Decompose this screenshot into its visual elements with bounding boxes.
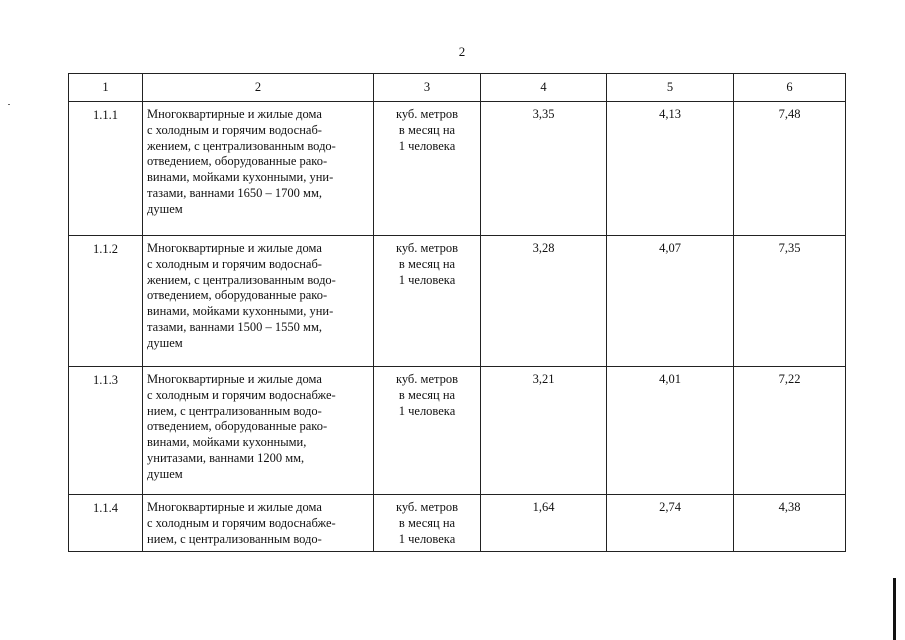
unit-line: в месяц на — [398, 256, 456, 271]
description-line: винами, мойками кухонными, уни- — [147, 304, 334, 319]
value-cell-v5: 4,01 — [607, 367, 734, 495]
table-row — [69, 367, 846, 495]
table-header-row — [69, 74, 846, 102]
description-line: душем — [147, 201, 183, 216]
unit-line: в месяц на — [398, 387, 456, 402]
unit-cell — [374, 236, 481, 367]
unit-line: 1 человека — [398, 272, 456, 287]
description-line: Многоквартирные и жилые дома — [147, 500, 322, 514]
description-line: тазами, ваннами 1650 – 1700 мм, — [147, 185, 323, 200]
description-line: Многоквартирные и жилые дома — [147, 241, 322, 255]
value-cell-v6: 7,35 — [734, 236, 846, 367]
unit-line: куб. метров — [395, 241, 459, 255]
row-number-cell: 1.1.1 — [69, 102, 143, 236]
unit-line: в месяц на — [398, 515, 456, 530]
table-row — [69, 236, 846, 367]
header-col-1: 1 — [69, 74, 143, 102]
description-line: винами, мойками кухонными, — [147, 435, 307, 450]
description-line: с холодным и горячим водоснабже- — [147, 515, 336, 530]
unit-line: 1 человека — [398, 531, 456, 546]
value-cell-v6: 4,38 — [734, 495, 846, 552]
header-col-2: 2 — [143, 74, 374, 102]
description-line: отведением, оборудованные рако- — [147, 288, 328, 303]
description-line: нием, с централизованным водо- — [147, 531, 322, 546]
unit-cell — [374, 102, 481, 236]
description-line: душем — [147, 335, 183, 350]
unit-cell — [374, 367, 481, 495]
header-col-4: 4 — [481, 74, 607, 102]
table-body — [69, 102, 846, 552]
description-line: с холодным и горячим водоснаб- — [147, 122, 322, 137]
description-line: тазами, ваннами 1500 – 1550 мм, — [147, 319, 323, 334]
water-consumption-norms-table — [68, 73, 846, 552]
description-line: отведением, оборудованные рако- — [147, 419, 328, 434]
description-line: душем — [147, 466, 183, 481]
description-line: жением, с централизованным водо- — [147, 272, 336, 287]
unit-line: 1 человека — [398, 403, 456, 418]
building-description-cell — [143, 495, 374, 552]
header-col-6: 6 — [734, 74, 846, 102]
description-line: с холодным и горячим водоснабже- — [147, 387, 336, 402]
description-line: Многоквартирные и жилые дома — [147, 107, 322, 121]
value-cell-v4: 1,64 — [481, 495, 607, 552]
unit-line: куб. метров — [395, 372, 459, 386]
description-line: с холодным и горячим водоснаб- — [147, 256, 322, 271]
row-number-cell: 1.1.4 — [69, 495, 143, 552]
description-line: жением, с централизованным водо- — [147, 138, 336, 153]
scan-edge-line — [893, 578, 896, 640]
unit-line: куб. метров — [395, 107, 459, 121]
unit-line: куб. метров — [395, 500, 459, 514]
value-cell-v5: 4,13 — [607, 102, 734, 236]
table-row — [69, 102, 846, 236]
value-cell-v6: 7,22 — [734, 367, 846, 495]
description-line: отведением, оборудованные рако- — [147, 154, 328, 169]
value-cell-v5: 4,07 — [607, 236, 734, 367]
row-number-cell: 1.1.2 — [69, 236, 143, 367]
page-number: 2 — [458, 44, 466, 59]
description-line: нием, с централизованным водо- — [147, 403, 322, 418]
value-cell-v4: 3,35 — [481, 102, 607, 236]
unit-cell — [374, 495, 481, 552]
description-line: Многоквартирные и жилые дома — [147, 372, 322, 386]
value-cell-v4: 3,21 — [481, 367, 607, 495]
value-cell-v5: 2,74 — [607, 495, 734, 552]
building-description-cell — [143, 367, 374, 495]
header-col-5: 5 — [607, 74, 734, 102]
header-col-3: 3 — [374, 74, 481, 102]
building-description-cell — [143, 102, 374, 236]
table-row — [69, 495, 846, 552]
unit-line: в месяц на — [398, 122, 456, 137]
row-number-cell: 1.1.3 — [69, 367, 143, 495]
description-line: унитазами, ваннами 1200 мм, — [147, 450, 305, 465]
value-cell-v4: 3,28 — [481, 236, 607, 367]
scan-speck — [8, 104, 10, 105]
description-line: винами, мойками кухонными, уни- — [147, 170, 334, 185]
value-cell-v6: 7,48 — [734, 102, 846, 236]
unit-line: 1 человека — [398, 138, 456, 153]
building-description-cell — [143, 236, 374, 367]
